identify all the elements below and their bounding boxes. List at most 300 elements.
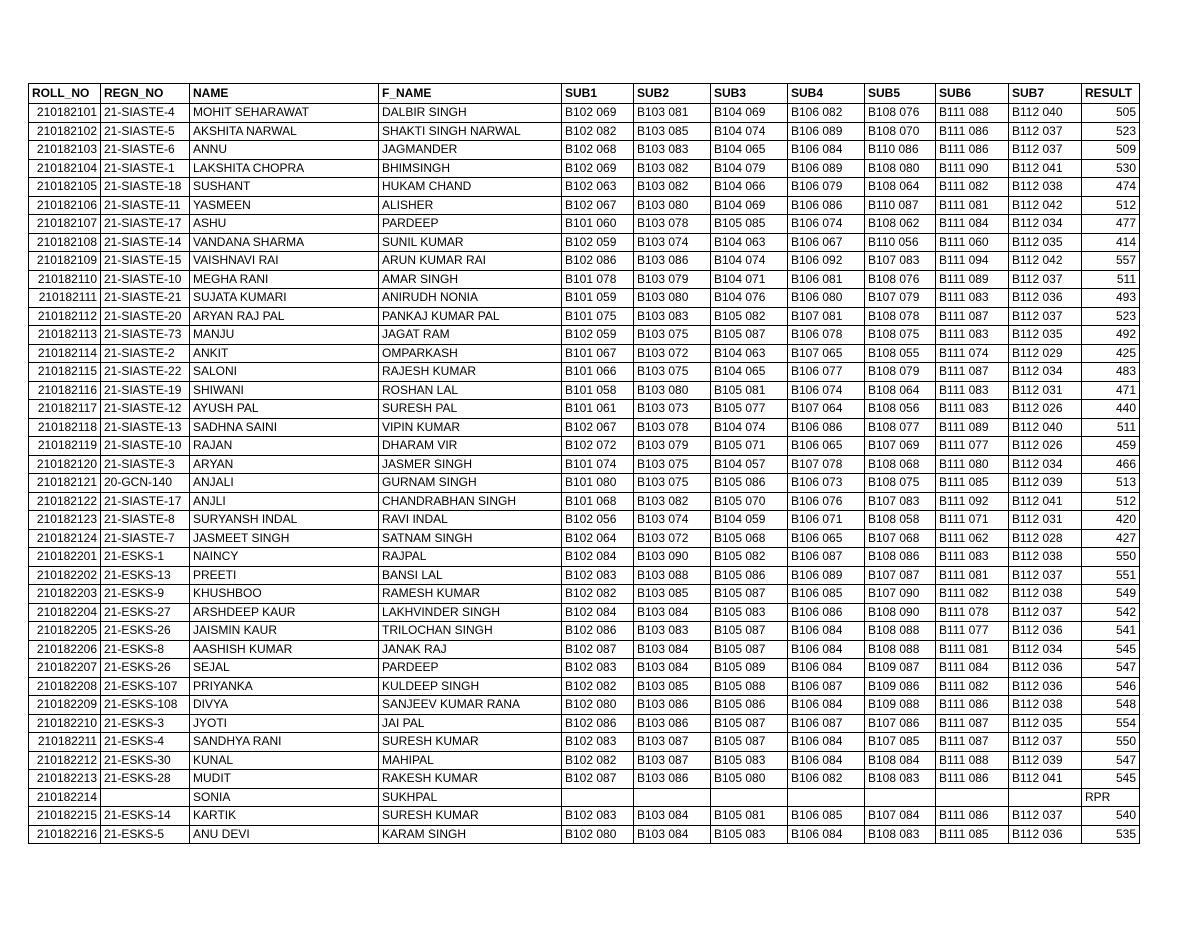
result-cell: 545 (1082, 770, 1140, 789)
sub5-cell: B108 062 (865, 215, 936, 234)
table-row (29, 622, 1140, 641)
sub1-cell: B101 060 (562, 215, 634, 234)
regn-no-cell: 21-ESKS-4 (101, 733, 190, 752)
sub3-cell: B105 083 (711, 603, 788, 622)
result-cell: 513 (1082, 474, 1140, 493)
table-row (29, 807, 1140, 826)
sub7-cell: B112 037 (1009, 141, 1082, 160)
sub7-cell: B112 037 (1009, 807, 1082, 826)
sub2-cell: B103 075 (634, 455, 711, 474)
sub4-cell: B106 081 (788, 270, 865, 289)
name-cell: MUDIT (190, 770, 379, 789)
sub1-cell: B101 074 (562, 455, 634, 474)
table-row (29, 474, 1140, 493)
roll-no-cell: 210182118 (29, 418, 101, 437)
sub5-cell: B108 090 (865, 603, 936, 622)
roll-no-cell: 210182207 (29, 659, 101, 678)
sub3-cell: B105 085 (711, 215, 788, 234)
sub1-cell: B102 067 (562, 196, 634, 215)
father-name-cell: KULDEEP SINGH (379, 677, 562, 696)
sub6-cell (936, 788, 1009, 807)
sub6-cell: B111 094 (936, 252, 1009, 271)
table-row (29, 344, 1140, 363)
father-name-cell: RAVI INDAL (379, 511, 562, 530)
sub6-cell: B111 060 (936, 233, 1009, 252)
sub6-cell: B111 083 (936, 289, 1009, 308)
sub2-cell: B103 074 (634, 233, 711, 252)
sub2-cell: B103 090 (634, 548, 711, 567)
result-cell: 550 (1082, 548, 1140, 567)
sub6-cell: B111 085 (936, 474, 1009, 493)
roll-no-cell: 210182116 (29, 381, 101, 400)
father-name-cell: GURNAM SINGH (379, 474, 562, 493)
name-cell: SUJATA KUMARI (190, 289, 379, 308)
sub6-cell: B111 077 (936, 437, 1009, 456)
sub5-cell: B107 085 (865, 733, 936, 752)
roll-no-cell: 210182211 (29, 733, 101, 752)
regn-no-cell: 21-ESKS-8 (101, 640, 190, 659)
sub1-cell: B102 083 (562, 807, 634, 826)
name-cell: LAKSHITA CHOPRA (190, 159, 379, 178)
sub7-cell: B112 026 (1009, 437, 1082, 456)
table-row (29, 677, 1140, 696)
table-row (29, 381, 1140, 400)
result-cell: 530 (1082, 159, 1140, 178)
result-cell: 549 (1082, 585, 1140, 604)
sub3-cell: B105 083 (711, 825, 788, 844)
sub2-cell: B103 084 (634, 807, 711, 826)
sub1-cell: B102 069 (562, 159, 634, 178)
sub5-cell: B107 090 (865, 585, 936, 604)
sub6-cell: B111 087 (936, 363, 1009, 382)
table-row (29, 141, 1140, 160)
column-header: SUB1 (562, 84, 634, 104)
result-cell: 509 (1082, 141, 1140, 160)
table-row (29, 566, 1140, 585)
result-cell: 420 (1082, 511, 1140, 530)
sub7-cell: B112 034 (1009, 640, 1082, 659)
roll-no-cell: 210182120 (29, 455, 101, 474)
sub3-cell: B105 089 (711, 659, 788, 678)
sub5-cell: B108 086 (865, 548, 936, 567)
table-row (29, 455, 1140, 474)
sub5-cell: B107 079 (865, 289, 936, 308)
sub7-cell: B112 029 (1009, 344, 1082, 363)
sub2-cell: B103 084 (634, 640, 711, 659)
regn-no-cell: 21-ESKS-26 (101, 622, 190, 641)
sub3-cell: B105 086 (711, 474, 788, 493)
sub6-cell: B111 080 (936, 455, 1009, 474)
sub7-cell: B112 035 (1009, 326, 1082, 345)
table-row (29, 825, 1140, 844)
roll-no-cell: 210182113 (29, 326, 101, 345)
sub1-cell: B101 080 (562, 474, 634, 493)
sub1-cell: B101 059 (562, 289, 634, 308)
name-cell: AYUSH PAL (190, 400, 379, 419)
sub2-cell: B103 083 (634, 141, 711, 160)
sub4-cell: B106 084 (788, 141, 865, 160)
sub6-cell: B111 085 (936, 825, 1009, 844)
roll-no-cell: 210182109 (29, 252, 101, 271)
sub5-cell: B107 086 (865, 714, 936, 733)
father-name-cell: JANAK RAJ (379, 640, 562, 659)
sub6-cell: B111 086 (936, 122, 1009, 141)
sub7-cell: B112 036 (1009, 659, 1082, 678)
sub4-cell: B107 078 (788, 455, 865, 474)
roll-no-cell: 210182216 (29, 825, 101, 844)
sub7-cell: B112 036 (1009, 289, 1082, 308)
name-cell: YASMEEN (190, 196, 379, 215)
regn-no-cell: 21-SIASTE-12 (101, 400, 190, 419)
name-cell: KUNAL (190, 751, 379, 770)
sub4-cell: B106 079 (788, 178, 865, 197)
father-name-cell: MAHIPAL (379, 751, 562, 770)
sub3-cell: B104 059 (711, 511, 788, 530)
sub1-cell: B101 061 (562, 400, 634, 419)
sub6-cell: B111 086 (936, 141, 1009, 160)
sub2-cell: B103 075 (634, 363, 711, 382)
sub2-cell: B103 083 (634, 622, 711, 641)
sub7-cell: B112 036 (1009, 677, 1082, 696)
sub4-cell: B106 087 (788, 548, 865, 567)
sub5-cell: B108 078 (865, 307, 936, 326)
sub2-cell: B103 085 (634, 122, 711, 141)
sub4-cell (788, 788, 865, 807)
sub4-cell: B106 080 (788, 289, 865, 308)
sub7-cell: B112 026 (1009, 400, 1082, 419)
sub4-cell: B106 077 (788, 363, 865, 382)
name-cell: JAISMIN KAUR (190, 622, 379, 641)
sub3-cell: B105 082 (711, 548, 788, 567)
sub2-cell: B103 073 (634, 400, 711, 419)
father-name-cell: PANKAJ KUMAR PAL (379, 307, 562, 326)
table-row (29, 603, 1140, 622)
sub1-cell: B102 083 (562, 659, 634, 678)
sub6-cell: B111 083 (936, 400, 1009, 419)
regn-no-cell: 21-ESKS-3 (101, 714, 190, 733)
sub7-cell: B112 041 (1009, 159, 1082, 178)
table-row (29, 492, 1140, 511)
results-table (28, 83, 1140, 844)
sub5-cell: B108 070 (865, 122, 936, 141)
father-name-cell: RAKESH KUMAR (379, 770, 562, 789)
sub4-cell: B106 084 (788, 640, 865, 659)
name-cell: ANKIT (190, 344, 379, 363)
sub4-cell: B107 065 (788, 344, 865, 363)
regn-no-cell: 21-SIASTE-4 (101, 104, 190, 123)
sub4-cell: B106 067 (788, 233, 865, 252)
table-row (29, 400, 1140, 419)
sub5-cell: B107 069 (865, 437, 936, 456)
sub2-cell: B103 074 (634, 511, 711, 530)
father-name-cell: SURESH KUMAR (379, 733, 562, 752)
sub4-cell: B106 089 (788, 159, 865, 178)
sub1-cell: B102 059 (562, 233, 634, 252)
father-name-cell: PARDEEP (379, 659, 562, 678)
sub7-cell: B112 039 (1009, 751, 1082, 770)
sub3-cell: B104 071 (711, 270, 788, 289)
roll-no-cell: 210182104 (29, 159, 101, 178)
sub6-cell: B111 077 (936, 622, 1009, 641)
name-cell: VANDANA SHARMA (190, 233, 379, 252)
sub7-cell: B112 028 (1009, 529, 1082, 548)
table-row (29, 696, 1140, 715)
table-row (29, 326, 1140, 345)
father-name-cell: ROSHAN LAL (379, 381, 562, 400)
sub4-cell: B106 074 (788, 381, 865, 400)
sub6-cell: B111 071 (936, 511, 1009, 530)
sub3-cell: B105 071 (711, 437, 788, 456)
sub3-cell: B105 086 (711, 566, 788, 585)
regn-no-cell: 21-SIASTE-20 (101, 307, 190, 326)
sub5-cell: B108 088 (865, 622, 936, 641)
sub5-cell: B108 083 (865, 825, 936, 844)
sub1-cell: B102 063 (562, 178, 634, 197)
sub4-cell: B106 084 (788, 825, 865, 844)
sub6-cell: B111 084 (936, 215, 1009, 234)
sub5-cell: B107 083 (865, 492, 936, 511)
sub1-cell: B102 083 (562, 566, 634, 585)
roll-no-cell: 210182112 (29, 307, 101, 326)
sub1-cell: B102 082 (562, 751, 634, 770)
result-cell: 483 (1082, 363, 1140, 382)
sub4-cell: B106 086 (788, 418, 865, 437)
table-row (29, 511, 1140, 530)
sub5-cell: B107 084 (865, 807, 936, 826)
results-sheet (28, 83, 1139, 844)
father-name-cell: LAKHVINDER SINGH (379, 603, 562, 622)
roll-no-cell: 210182212 (29, 751, 101, 770)
sub6-cell: B111 087 (936, 733, 1009, 752)
sub4-cell: B106 073 (788, 474, 865, 493)
roll-no-cell: 210182117 (29, 400, 101, 419)
sub7-cell: B112 042 (1009, 196, 1082, 215)
regn-no-cell: 21-ESKS-27 (101, 603, 190, 622)
result-cell: 440 (1082, 400, 1140, 419)
sub7-cell: B112 038 (1009, 585, 1082, 604)
regn-no-cell: 21-SIASTE-11 (101, 196, 190, 215)
table-row (29, 363, 1140, 382)
father-name-cell: SANJEEV KUMAR RANA (379, 696, 562, 715)
sub5-cell: B108 055 (865, 344, 936, 363)
table-row (29, 307, 1140, 326)
name-cell: PREETI (190, 566, 379, 585)
regn-no-cell: 21-ESKS-26 (101, 659, 190, 678)
sub2-cell: B103 085 (634, 585, 711, 604)
regn-no-cell: 21-SIASTE-14 (101, 233, 190, 252)
sub3-cell: B105 087 (711, 326, 788, 345)
regn-no-cell: 21-SIASTE-13 (101, 418, 190, 437)
sub2-cell: B103 075 (634, 474, 711, 493)
result-cell: 474 (1082, 178, 1140, 197)
father-name-cell: DALBIR SINGH (379, 104, 562, 123)
sub1-cell: B102 086 (562, 622, 634, 641)
column-header: SUB3 (711, 84, 788, 104)
sub4-cell: B106 076 (788, 492, 865, 511)
table-row (29, 104, 1140, 123)
name-cell: JYOTI (190, 714, 379, 733)
roll-no-cell: 210182115 (29, 363, 101, 382)
sub2-cell: B103 084 (634, 659, 711, 678)
sub1-cell: B102 067 (562, 418, 634, 437)
name-cell: MANJU (190, 326, 379, 345)
sub4-cell: B106 092 (788, 252, 865, 271)
sub4-cell: B106 085 (788, 585, 865, 604)
sub6-cell: B111 083 (936, 381, 1009, 400)
sub6-cell: B111 078 (936, 603, 1009, 622)
regn-no-cell: 21-ESKS-9 (101, 585, 190, 604)
result-cell: 414 (1082, 233, 1140, 252)
result-cell: 551 (1082, 566, 1140, 585)
result-cell: 548 (1082, 696, 1140, 715)
table-row (29, 659, 1140, 678)
table-row (29, 529, 1140, 548)
regn-no-cell: 21-SIASTE-1 (101, 159, 190, 178)
table-row (29, 270, 1140, 289)
sub5-cell: B108 076 (865, 270, 936, 289)
table-row (29, 437, 1140, 456)
sub3-cell: B105 087 (711, 714, 788, 733)
table-row (29, 418, 1140, 437)
sub4-cell: B106 089 (788, 566, 865, 585)
sub3-cell: B104 063 (711, 233, 788, 252)
name-cell: SANDHYA RANI (190, 733, 379, 752)
roll-no-cell: 210182119 (29, 437, 101, 456)
column-header: SUB6 (936, 84, 1009, 104)
sub6-cell: B111 081 (936, 640, 1009, 659)
regn-no-cell: 21-SIASTE-7 (101, 529, 190, 548)
sub6-cell: B111 086 (936, 770, 1009, 789)
father-name-cell: SUNIL KUMAR (379, 233, 562, 252)
result-cell: 542 (1082, 603, 1140, 622)
roll-no-cell: 210182121 (29, 474, 101, 493)
sub4-cell: B106 082 (788, 770, 865, 789)
sub4-cell: B106 087 (788, 714, 865, 733)
father-name-cell: VIPIN KUMAR (379, 418, 562, 437)
column-header: F_NAME (379, 84, 562, 104)
sub7-cell: B112 040 (1009, 418, 1082, 437)
sub1-cell: B101 058 (562, 381, 634, 400)
name-cell: MEGHA RANI (190, 270, 379, 289)
regn-no-cell: 21-SIASTE-15 (101, 252, 190, 271)
sub6-cell: B111 083 (936, 326, 1009, 345)
column-header: SUB5 (865, 84, 936, 104)
name-cell: SEJAL (190, 659, 379, 678)
result-cell: 511 (1082, 418, 1140, 437)
sub1-cell: B102 087 (562, 640, 634, 659)
result-cell: 545 (1082, 640, 1140, 659)
sub4-cell: B106 084 (788, 659, 865, 678)
table-row (29, 233, 1140, 252)
roll-no-cell: 210182206 (29, 640, 101, 659)
sub6-cell: B111 089 (936, 270, 1009, 289)
father-name-cell: TRILOCHAN SINGH (379, 622, 562, 641)
name-cell: DIVYA (190, 696, 379, 715)
sub7-cell: B112 034 (1009, 363, 1082, 382)
name-cell: SHIWANI (190, 381, 379, 400)
sub6-cell: B111 062 (936, 529, 1009, 548)
father-name-cell: ARUN KUMAR RAI (379, 252, 562, 271)
sub1-cell: B101 078 (562, 270, 634, 289)
table-body (29, 104, 1140, 844)
result-cell: 459 (1082, 437, 1140, 456)
sub1-cell: B102 087 (562, 770, 634, 789)
name-cell: SUSHANT (190, 178, 379, 197)
column-header: SUB7 (1009, 84, 1082, 104)
result-cell: 512 (1082, 196, 1140, 215)
sub7-cell: B112 041 (1009, 492, 1082, 511)
father-name-cell: PARDEEP (379, 215, 562, 234)
father-name-cell: SURESH PAL (379, 400, 562, 419)
sub3-cell: B105 088 (711, 677, 788, 696)
roll-no-cell: 210182123 (29, 511, 101, 530)
sub7-cell: B112 034 (1009, 455, 1082, 474)
sub6-cell: B111 088 (936, 104, 1009, 123)
sub5-cell: B108 088 (865, 640, 936, 659)
sub5-cell: B109 088 (865, 696, 936, 715)
sub5-cell: B108 058 (865, 511, 936, 530)
result-cell: 547 (1082, 751, 1140, 770)
sub4-cell: B106 071 (788, 511, 865, 530)
sub1-cell: B102 072 (562, 437, 634, 456)
result-cell: 511 (1082, 270, 1140, 289)
sub3-cell: B105 087 (711, 622, 788, 641)
sub7-cell: B112 035 (1009, 233, 1082, 252)
sub3-cell: B104 063 (711, 344, 788, 363)
sub5-cell: B108 068 (865, 455, 936, 474)
sub3-cell: B105 070 (711, 492, 788, 511)
table-row (29, 178, 1140, 197)
sub1-cell: B102 080 (562, 696, 634, 715)
sub6-cell: B111 082 (936, 178, 1009, 197)
column-header: NAME (190, 84, 379, 104)
sub3-cell: B105 087 (711, 585, 788, 604)
father-name-cell: BANSI LAL (379, 566, 562, 585)
roll-no-cell: 210182105 (29, 178, 101, 197)
sub7-cell: B112 035 (1009, 714, 1082, 733)
father-name-cell: JAGAT RAM (379, 326, 562, 345)
sub5-cell: B108 077 (865, 418, 936, 437)
father-name-cell: AMAR SINGH (379, 270, 562, 289)
sub3-cell: B104 065 (711, 141, 788, 160)
name-cell: VAISHNAVI RAI (190, 252, 379, 271)
sub6-cell: B111 088 (936, 751, 1009, 770)
table-row (29, 714, 1140, 733)
regn-no-cell: 21-ESKS-13 (101, 566, 190, 585)
sub7-cell: B112 037 (1009, 603, 1082, 622)
roll-no-cell: 210182106 (29, 196, 101, 215)
sub3-cell (711, 788, 788, 807)
roll-no-cell: 210182107 (29, 215, 101, 234)
sub7-cell: B112 037 (1009, 566, 1082, 585)
table-row (29, 548, 1140, 567)
sub7-cell: B112 037 (1009, 307, 1082, 326)
sub2-cell: B103 079 (634, 437, 711, 456)
sub7-cell: B112 040 (1009, 104, 1082, 123)
sub1-cell: B101 066 (562, 363, 634, 382)
sub4-cell: B106 065 (788, 529, 865, 548)
sub3-cell: B104 069 (711, 104, 788, 123)
sub2-cell: B103 080 (634, 289, 711, 308)
sub2-cell: B103 075 (634, 326, 711, 345)
name-cell: JASMEET SINGH (190, 529, 379, 548)
sub5-cell: B108 064 (865, 178, 936, 197)
father-name-cell: SURESH KUMAR (379, 807, 562, 826)
regn-no-cell: 21-ESKS-28 (101, 770, 190, 789)
result-cell: 547 (1082, 659, 1140, 678)
result-cell: 535 (1082, 825, 1140, 844)
sub4-cell: B107 064 (788, 400, 865, 419)
